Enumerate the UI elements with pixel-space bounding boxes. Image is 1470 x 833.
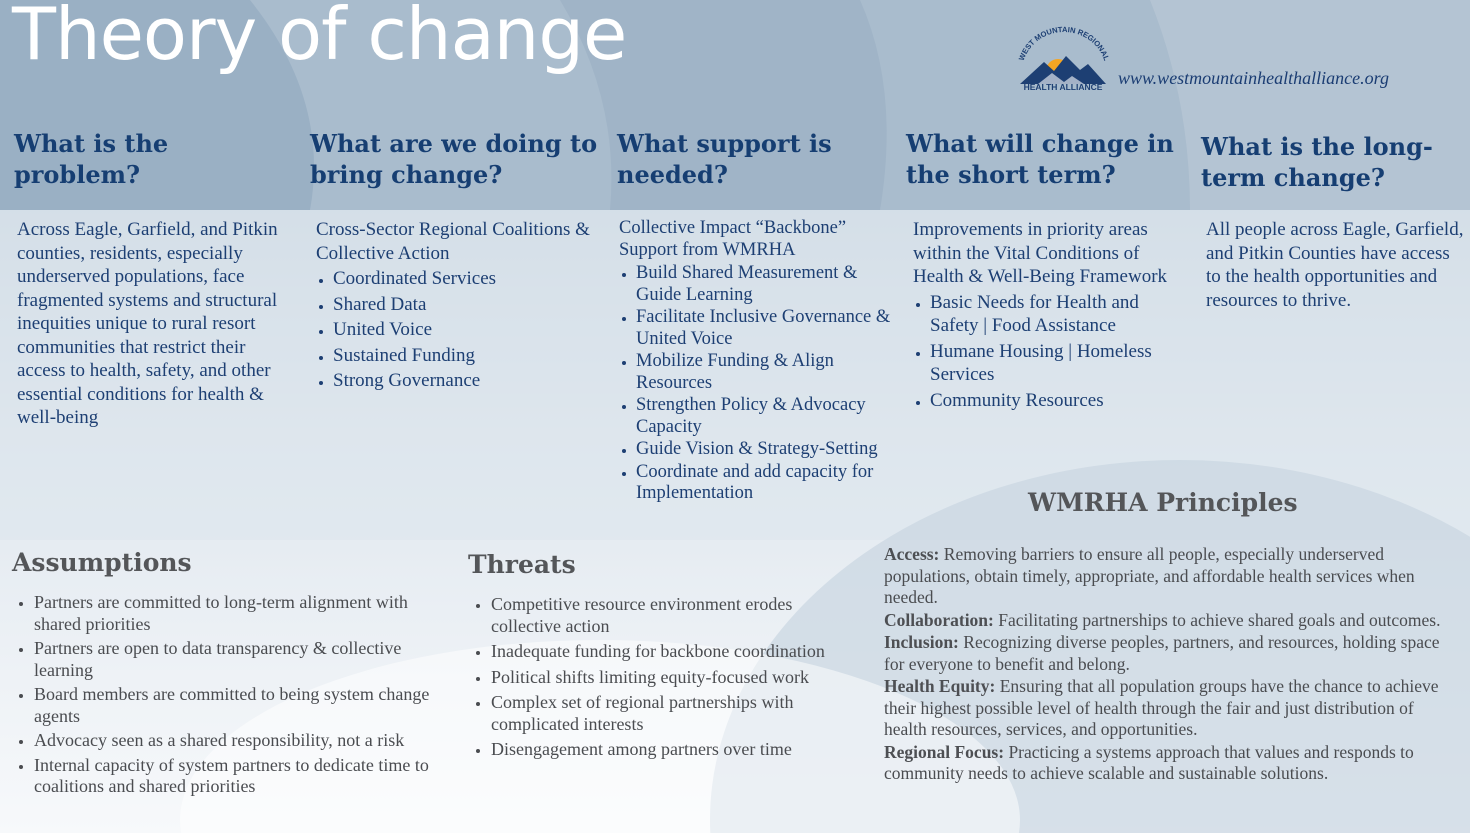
- column-long-term-heading: What is the long-term change?: [1201, 132, 1433, 192]
- column-short-term-intro: Improvements in priority areas within the Vital Conditions of Health & Well-Being Framework: [913, 219, 1168, 287]
- principle-inclusion: Inclusion: Recognizing diverse peoples, partners, and resources, holding space for everyone to benefit and belong.: [884, 632, 1440, 674]
- list-item: • Sustained Funding: [333, 344, 601, 368]
- column-support-intro: Collective Impact “Backbone” Support from WMRHA: [619, 218, 847, 260]
- list-item: • Community Resources: [930, 389, 1175, 413]
- threats-heading: Threats: [468, 550, 576, 579]
- list-item: • Disengagement among partners over time: [491, 739, 854, 761]
- column-short-term-heading: What will change in the short term?: [906, 129, 1174, 189]
- list-item: • Political shifts limiting equity-focused work: [491, 667, 854, 689]
- threats-list: [469, 594, 854, 765]
- list-item: • Strengthen Policy & Advocacy Capacity: [636, 395, 891, 438]
- list-item: • Advocacy seen as a shared responsibility, not a risk: [34, 730, 432, 752]
- list-item: • Board members are committed to being system change agents: [34, 684, 432, 727]
- list-item: • Partners are open to data transparency & collective learning: [34, 638, 432, 681]
- principle-health-equity: Health Equity: Ensuring that all population groups have the chance to achieve their highest possible level of health through the fair and just distribution of health resources, services, and opportunities.: [884, 676, 1439, 739]
- list-item: • Shared Data: [333, 293, 601, 317]
- list-item: • Facilitate Inclusive Governance & United Voice: [636, 307, 891, 350]
- column-short-term-body: [913, 218, 1175, 414]
- svg-text:HEALTH ALLIANCE: HEALTH ALLIANCE: [1023, 82, 1103, 92]
- wmrha-logo: [1008, 26, 1118, 92]
- column-problem-text: Across Eagle, Garfield, and Pitkin counties, residents, especially underserved populations, face fragmented systems and structural inequities unique to rural resort communities that restrict their access to health, safety, and other essential conditions for health & well-being: [17, 219, 278, 428]
- svg-text:WEST MOUNTAIN REGIONAL: WEST MOUNTAIN REGIONAL: [1016, 26, 1112, 62]
- principle-access: Access: Removing barriers to ensure all people, especially underserved populations, obtain timely, appropriate, and affordable health services when needed.: [884, 544, 1415, 607]
- list-item: • Complex set of regional partnerships with complicated interests: [491, 692, 854, 735]
- page-title: Theory of change: [12, 0, 627, 76]
- column-support-body: [619, 218, 891, 506]
- list-item: • Mobilize Funding & Align Resources: [636, 351, 891, 394]
- principles-list: [884, 544, 1459, 786]
- list-item: • Basic Needs for Health and Safety | Food Assistance: [930, 291, 1175, 338]
- assumptions-heading: Assumptions: [12, 548, 192, 577]
- column-doing-heading: What are we doing to bring change?: [310, 129, 598, 189]
- list-item: • Build Shared Measurement & Guide Learning: [636, 263, 891, 306]
- assumptions-list: [12, 592, 432, 801]
- column-problem-heading: What is the problem?: [14, 129, 169, 189]
- principle-regional-focus: Regional Focus: Practicing a systems approach that values and responds to community needs to achieve scalable and sustainable solutions.: [884, 741, 1414, 783]
- column-long-term-text: All people across Eagle, Garfield, and Pitkin Counties have access to the health opportunities and resources to thrive.: [1206, 219, 1464, 311]
- website-link[interactable]: www.westmountainhealthalliance.org: [1118, 68, 1389, 88]
- list-item: • Partners are committed to long-term alignment with shared priorities: [34, 592, 432, 635]
- column-short-term-list: [913, 291, 1175, 413]
- column-doing-body: [316, 218, 601, 395]
- list-item: • United Voice: [333, 318, 601, 342]
- column-problem-body: [17, 218, 297, 430]
- list-item: • Coordinate and add capacity for Implementation: [636, 462, 891, 505]
- column-long-term-body: [1206, 218, 1464, 312]
- column-doing-intro: Cross-Sector Regional Coalitions & Collective Action: [316, 219, 590, 264]
- list-item: • Guide Vision & Strategy-Setting: [636, 439, 891, 461]
- list-item: • Competitive resource environment erodes collective action: [491, 594, 854, 637]
- column-support-list: [619, 263, 891, 505]
- column-support-heading: What support is needed?: [617, 129, 832, 189]
- list-item: • Strong Governance: [333, 369, 601, 393]
- list-item: • Internal capacity of system partners to dedicate time to coalitions and shared priorities: [34, 755, 432, 798]
- principles-heading: WMRHA Principles: [1028, 488, 1298, 517]
- list-item: • Humane Housing | Homeless Services: [930, 340, 1175, 387]
- list-item: • Coordinated Services: [333, 267, 601, 291]
- list-item: • Inadequate funding for backbone coordination: [491, 641, 854, 663]
- principle-collaboration: Collaboration: Facilitating partnerships to achieve shared goals and outcomes.: [884, 609, 1441, 630]
- column-doing-list: [316, 267, 601, 393]
